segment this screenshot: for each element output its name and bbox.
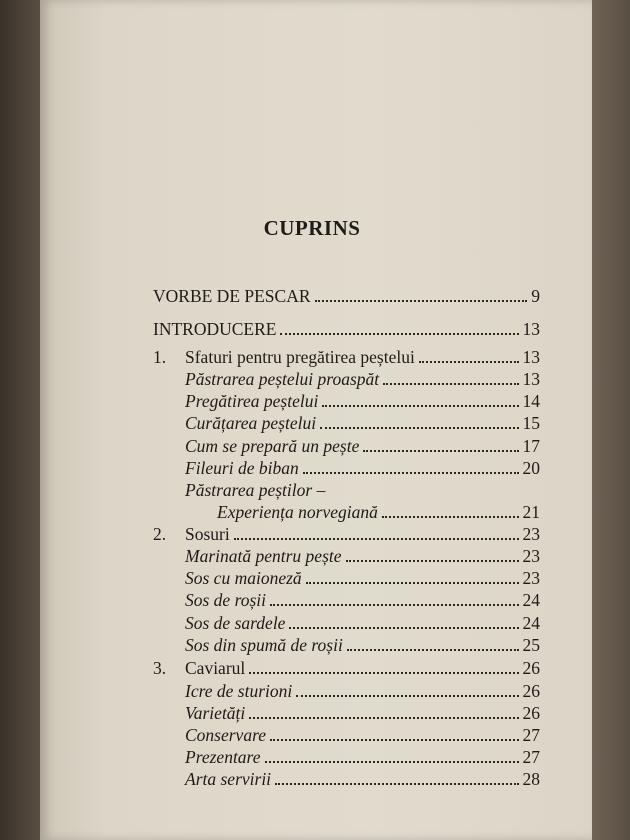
- toc-page-number: 23: [522, 546, 540, 566]
- toc-entry-title: INTRODUCERE: [153, 319, 277, 339]
- toc-page-number: 20: [522, 458, 540, 478]
- toc-leader-dots: [320, 427, 518, 429]
- toc-leader-dots: [419, 361, 519, 363]
- toc-leader-dots: [322, 405, 518, 407]
- toc-page-number: 25: [522, 635, 540, 655]
- toc-entry: [185, 367, 540, 389]
- toc-page-number: 17: [522, 436, 540, 456]
- toc-entry: [185, 767, 540, 789]
- toc-entry: [153, 284, 540, 306]
- toc-page-number: 28: [522, 769, 540, 789]
- toc-page-number: 26: [522, 703, 540, 723]
- toc-entry-title: Experiența norvegiană: [217, 502, 378, 522]
- toc-page-number: 9: [531, 286, 540, 306]
- toc-entry: [185, 723, 540, 745]
- toc-entry: [185, 566, 540, 588]
- toc-entry-title: Marinată pentru pește: [185, 546, 342, 566]
- toc-entry: [153, 317, 540, 339]
- toc-entry: [185, 588, 540, 610]
- toc-page-number: 14: [522, 391, 540, 411]
- toc-page-number: 27: [522, 747, 540, 767]
- toc-entry-title: Varietăți: [185, 703, 246, 723]
- toc-entry: [185, 633, 540, 655]
- toc-page-number: 21: [522, 502, 540, 522]
- toc-page-number: 13: [522, 347, 540, 367]
- toc-entry: [153, 522, 540, 544]
- toc-entry-title: Pregătirea peștelui: [185, 391, 319, 411]
- toc-entry: [185, 701, 540, 723]
- toc-leader-dots: [265, 761, 519, 763]
- toc-leader-dots: [249, 717, 518, 719]
- toc-entry: [153, 656, 540, 678]
- toc-page-number: 13: [522, 319, 540, 339]
- toc-entry: [153, 345, 540, 367]
- toc-entry-title: VORBE DE PESCAR: [153, 286, 311, 306]
- toc-entry-title: Conservare: [185, 725, 267, 745]
- toc-entry-title: Icre de sturioni: [185, 681, 293, 701]
- toc-leader-dots: [383, 383, 518, 385]
- toc-page-number: 23: [522, 524, 540, 544]
- toc-entry-number: 1.: [153, 347, 167, 367]
- toc-leader-dots: [346, 560, 519, 562]
- toc-entry: [185, 389, 540, 411]
- toc-entry-title: Cum se prepară un pește: [185, 436, 360, 456]
- toc-leader-dots: [270, 604, 518, 606]
- toc-entry: [185, 411, 540, 433]
- toc-entry-title: Fileuri de biban: [185, 458, 299, 478]
- toc-page-number: 13: [522, 369, 540, 389]
- page-title: CUPRINS: [263, 216, 361, 240]
- toc-entry-title: Sfaturi pentru pregătirea peștelui: [185, 347, 415, 367]
- toc-page-number: 24: [522, 590, 540, 610]
- toc-leader-dots: [382, 516, 519, 518]
- toc-entry-title: Păstrarea peștelui proaspăt: [185, 369, 380, 389]
- toc-entry-title: Sos cu maioneză: [185, 568, 302, 588]
- toc-leader-dots: [270, 739, 518, 741]
- toc-leader-dots: [289, 627, 518, 629]
- toc-entry: [185, 611, 540, 633]
- toc-entry-title: Prezentare: [185, 747, 261, 767]
- toc-leader-dots: [306, 582, 519, 584]
- toc-page-number: 23: [522, 568, 540, 588]
- toc-entry-number: 2.: [153, 524, 167, 544]
- toc-entry-title: Păstrarea peștilor –: [185, 480, 326, 500]
- toc-leader-dots: [315, 300, 528, 302]
- toc-leader-dots: [234, 538, 519, 540]
- toc-page-number: 24: [522, 613, 540, 633]
- toc-leader-dots: [275, 783, 518, 785]
- toc-entry: [185, 679, 540, 701]
- toc-leader-dots: [280, 333, 518, 335]
- toc-entry: [217, 500, 540, 522]
- toc-entry-title: Caviarul: [185, 658, 246, 678]
- toc-page-number: 26: [522, 658, 540, 678]
- toc-entry-title: Sos de roșii: [185, 590, 267, 610]
- toc-entry: [185, 478, 540, 500]
- toc-leader-dots: [296, 695, 518, 697]
- toc-leader-dots: [303, 472, 519, 474]
- toc-page-number: 26: [522, 681, 540, 701]
- toc-leader-dots: [249, 672, 518, 674]
- toc-entry: [185, 456, 540, 478]
- toc-entry-title: Curățarea peștelui: [185, 413, 317, 433]
- toc-entry-title: Sos din spumă de roșii: [185, 635, 343, 655]
- toc-entry: [185, 745, 540, 767]
- toc-page-number: 27: [522, 725, 540, 745]
- toc-entry-title: Sosuri: [185, 524, 230, 544]
- toc-entry: [185, 544, 540, 566]
- toc-page-number: 15: [522, 413, 540, 433]
- toc-leader-dots: [347, 649, 519, 651]
- toc-entry-title: Arta servirii: [185, 769, 272, 789]
- toc-entry-number: 3.: [153, 658, 167, 678]
- toc-leader-dots: [363, 450, 518, 452]
- toc-entry-title: Sos de sardele: [185, 613, 286, 633]
- toc-entry: [185, 434, 540, 456]
